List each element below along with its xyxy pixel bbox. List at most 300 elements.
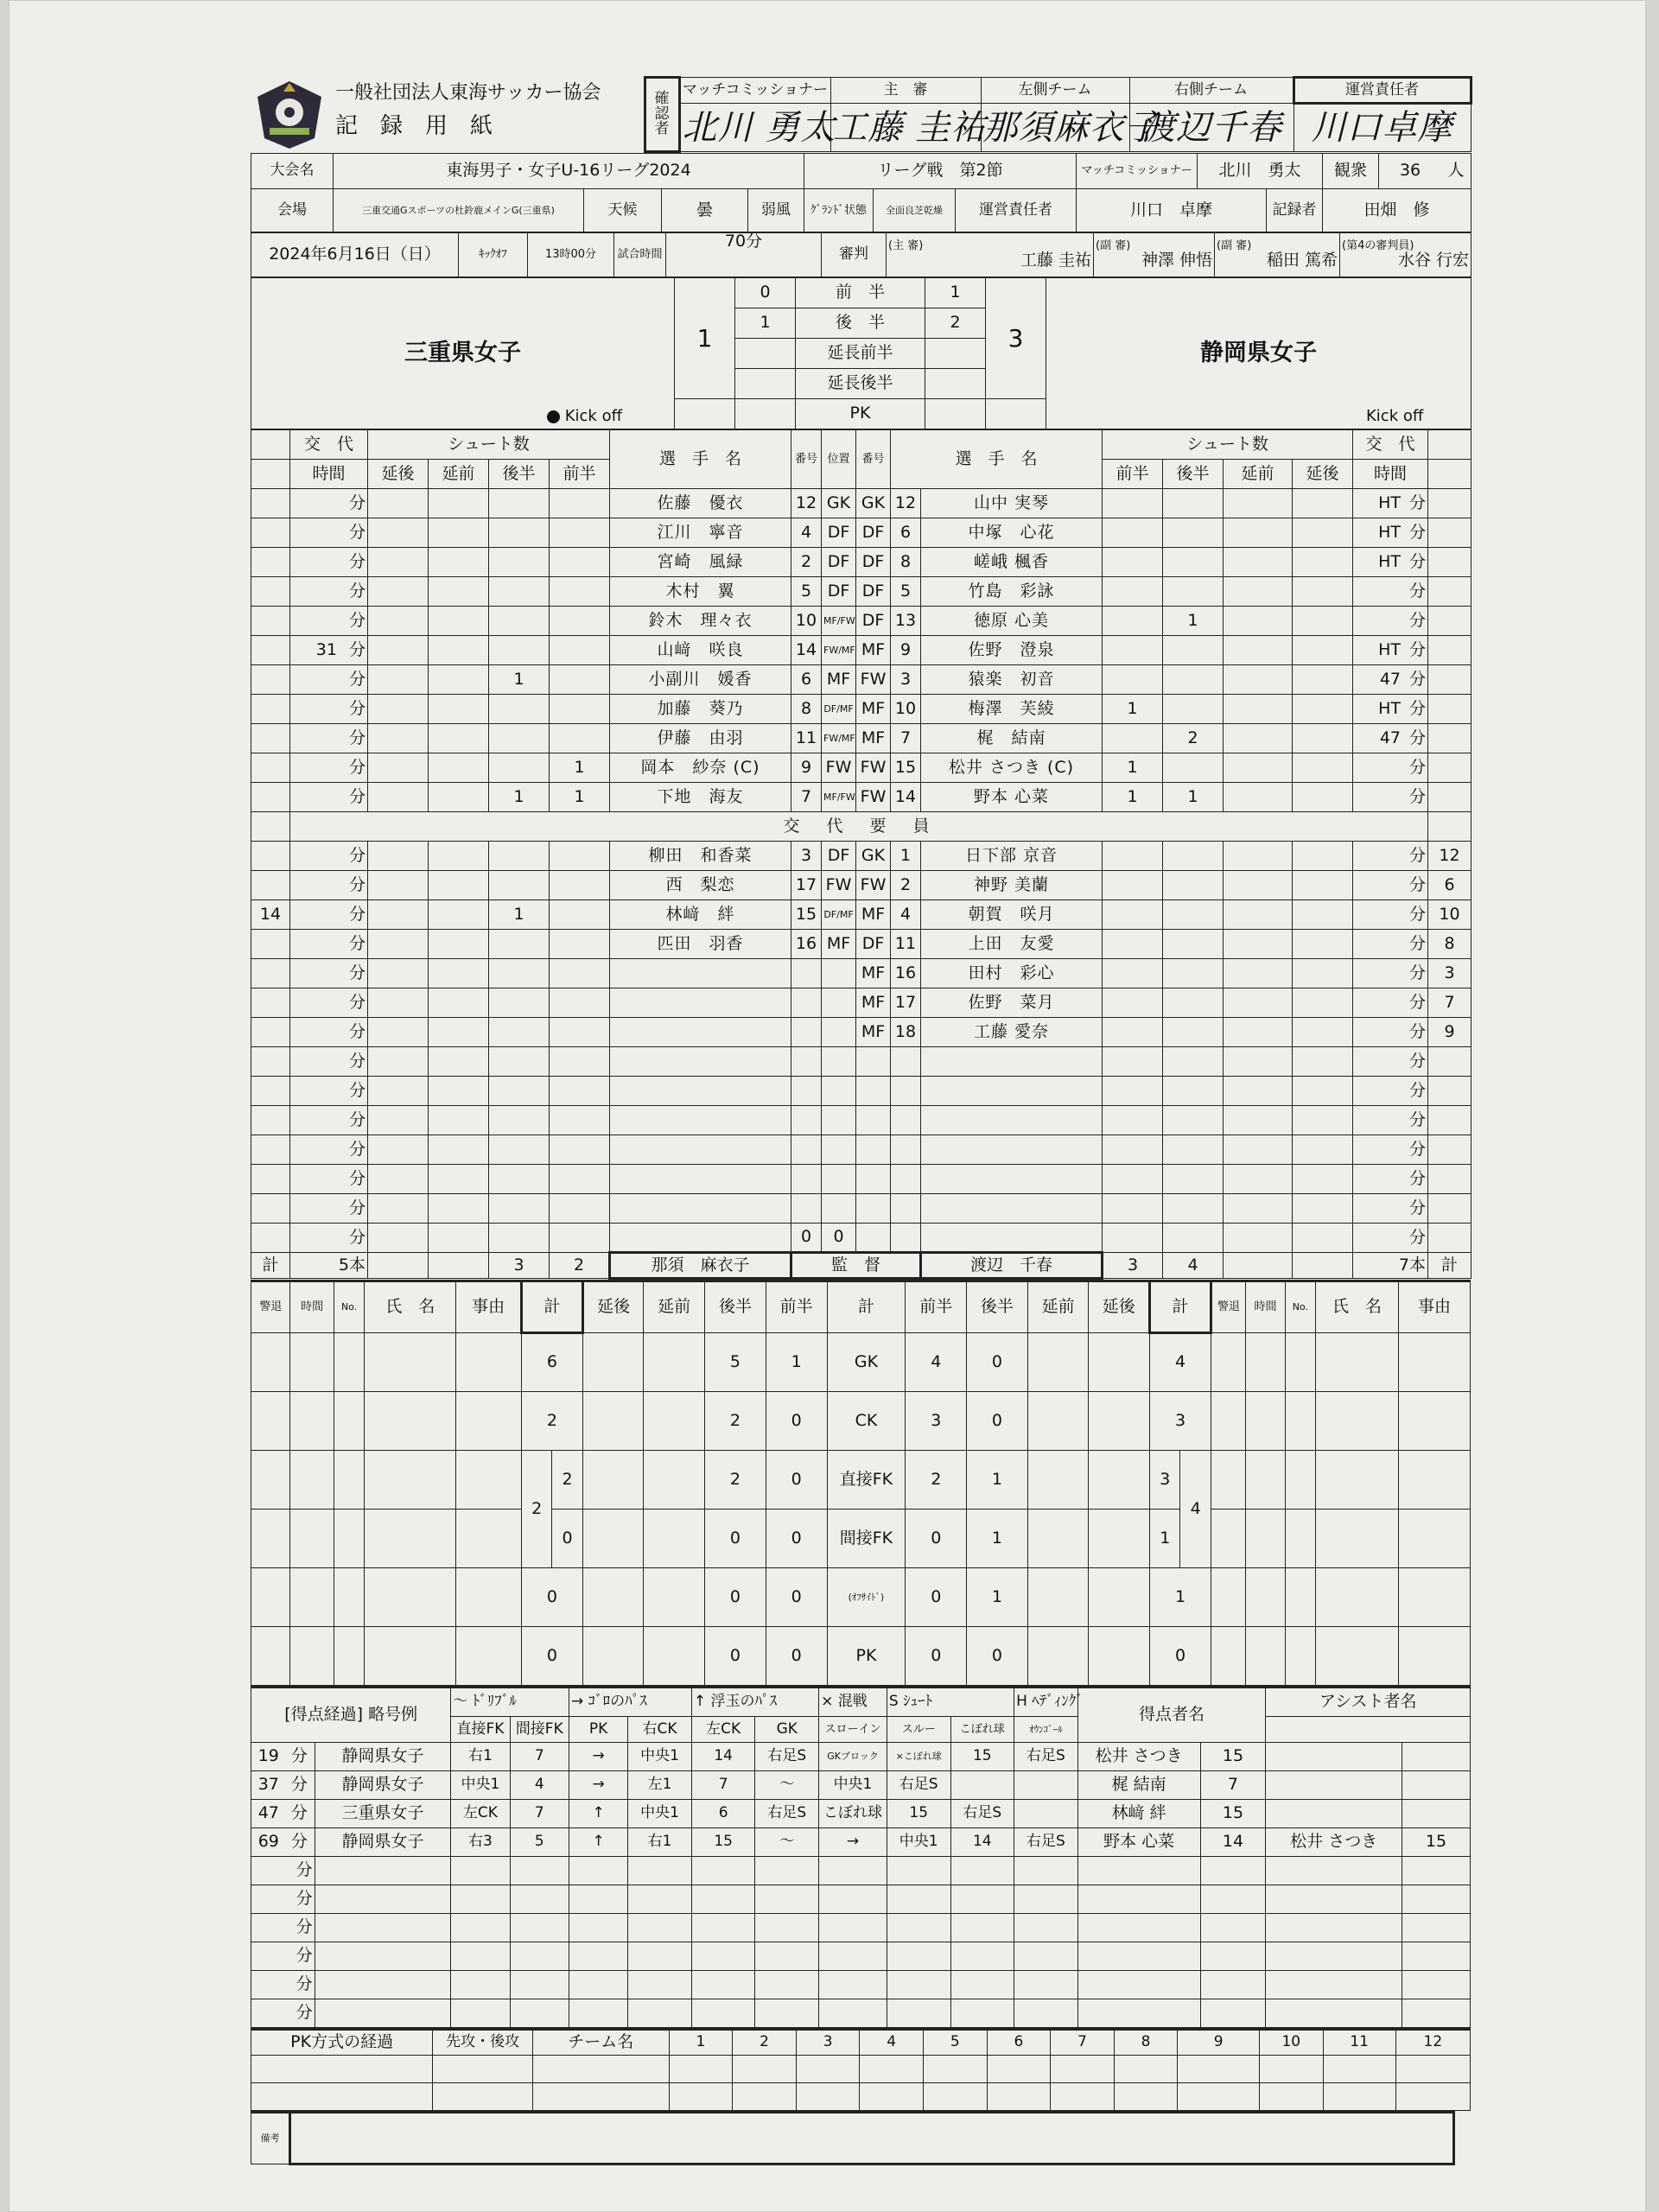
home-shots-h1	[550, 1047, 610, 1077]
home-shots-et2	[368, 988, 429, 1018]
blank-right	[1428, 665, 1471, 695]
weather-label: 天候	[584, 189, 662, 232]
home-player-number: 8	[791, 695, 822, 724]
home-shots-et2	[368, 665, 429, 695]
remarks-field[interactable]	[290, 2113, 1454, 2164]
away-sub-time	[1353, 518, 1428, 548]
period-et1-label: 延長前半	[796, 339, 925, 369]
away-shots-h1	[1103, 518, 1163, 548]
blank-left	[251, 518, 290, 548]
home-player-name: 岡本 紗奈 (C)	[610, 753, 791, 783]
table-row	[251, 959, 1471, 988]
away-player-number: 7	[891, 724, 921, 753]
home-shots-h2	[489, 724, 550, 753]
goal-team	[315, 1857, 451, 1885]
home-shots-h2	[489, 548, 550, 577]
table-row	[251, 988, 1471, 1018]
goal-scorer-name	[1077, 1857, 1200, 1885]
home-sub-in-number	[251, 1106, 290, 1135]
gk-et1-away	[1027, 1333, 1089, 1392]
discipline-home-cell	[290, 1568, 334, 1627]
pk-et1-away	[1027, 1627, 1089, 1686]
discipline-away-cell	[1398, 1333, 1470, 1392]
goal-sequence-8: 14	[950, 1828, 1014, 1857]
away-sub-time	[1353, 783, 1428, 812]
ref-4th-name: 水谷 行宏	[1397, 250, 1470, 270]
away-shots-et1	[1224, 753, 1293, 783]
ref-a1-name: 神澤 伸悟	[1141, 250, 1213, 270]
away-shots-et2	[1293, 1224, 1353, 1253]
away-sub-name	[921, 1194, 1103, 1224]
goal-sequence-0: 右3	[451, 1828, 510, 1857]
goal-minute-unit: 分	[290, 1832, 308, 1852]
away-shots-h2: 1	[1163, 607, 1224, 636]
away-sub-time-value: HT	[1378, 698, 1401, 718]
fk-total-home: 2	[522, 1451, 552, 1568]
legend-dribble: ～ ﾄﾞﾘﾌﾞﾙ	[451, 1688, 569, 1717]
goal-minute	[251, 1800, 315, 1828]
table-row	[251, 842, 1471, 871]
away-sub-number	[891, 1077, 921, 1106]
away-player-position: DF	[856, 607, 891, 636]
home-shots-et1	[429, 1047, 489, 1077]
home-shots-et1	[429, 783, 489, 812]
ref-a1-label: (副 審)	[1096, 239, 1131, 253]
paper-sheet	[9, 0, 1646, 2212]
gk-total-home: 6	[522, 1333, 583, 1392]
away-shots-et2	[1293, 871, 1353, 900]
goal-sequence-4	[691, 1857, 755, 1885]
away-shots-et2	[1293, 1018, 1353, 1047]
goal-sequence-0	[451, 1857, 510, 1885]
away-sub-number: 11	[891, 930, 921, 959]
home-shots-h2	[489, 607, 550, 636]
home-sub-name: 柳田 和香菜	[610, 842, 791, 871]
home-shots-et1	[429, 1077, 489, 1106]
table-row	[251, 548, 1471, 577]
home-player-name: 宮崎 風緑	[610, 548, 791, 577]
ck-et1-away	[1027, 1392, 1089, 1451]
ref-a1-cell	[1094, 233, 1215, 277]
goal-row	[251, 1743, 1471, 1771]
period-2-label: 後 半	[796, 308, 925, 339]
away-et2	[925, 369, 986, 399]
home-shots-h1	[550, 607, 610, 636]
home-sub-number	[791, 1106, 822, 1135]
off-h2-away: 1	[967, 1568, 1028, 1627]
away-sub-in-number: 10	[1428, 900, 1471, 930]
away-sub-time	[1353, 871, 1428, 900]
away-total: 3	[986, 278, 1046, 399]
away-sub-time-unit: 分	[1409, 639, 1427, 659]
goal-team	[315, 1942, 451, 1971]
goal-sequence-2	[569, 1999, 627, 2028]
goal-sequence-0	[451, 1885, 510, 1914]
et1-header-home: 延前	[429, 460, 489, 489]
pos-header-home: 位置	[822, 430, 856, 489]
table-row	[251, 753, 1471, 783]
away-player-position: DF	[856, 518, 891, 548]
away-shots-et1	[1224, 489, 1293, 518]
away-player-name: 佐野 澄泉	[921, 636, 1103, 665]
table-row	[251, 607, 1471, 636]
blank-right	[1428, 577, 1471, 607]
home-shots-et1	[429, 1106, 489, 1135]
goal-sequence-9	[1014, 1999, 1078, 2028]
confirm-col-mc: マッチコミッショナー	[679, 78, 830, 104]
home-sub-time-unit: 分	[348, 522, 365, 542]
ref-rest-cell	[1215, 233, 1471, 277]
discipline-home-cell	[251, 1568, 290, 1627]
home-sub-number: 16	[791, 930, 822, 959]
home-shots-et2	[368, 959, 429, 988]
home-sub-time	[290, 959, 368, 988]
home-shots-h2	[489, 1047, 550, 1077]
home-player-number: 11	[791, 724, 822, 753]
blank-left	[251, 489, 290, 518]
gk-et2-away	[1089, 1333, 1150, 1392]
goal-row	[251, 1999, 1471, 2028]
away-sub-in-number: 7	[1428, 988, 1471, 1018]
goal-sequence-1	[510, 1999, 569, 2028]
legend-scramble: × 混戦	[819, 1688, 887, 1717]
stat-h-total-home: 計	[522, 1281, 583, 1333]
away-shots-h1	[1103, 842, 1163, 871]
goal-assist-number	[1402, 1800, 1471, 1828]
gcol-rck: 右CK	[628, 1717, 692, 1743]
discipline-home-cell	[456, 1333, 522, 1392]
away-player-position: MF	[856, 724, 891, 753]
referee-label: 審判	[822, 233, 887, 277]
tournament-label: 大会名	[251, 154, 334, 189]
blank-right	[1428, 489, 1471, 518]
away-shots-h2	[1163, 871, 1224, 900]
home-sub-time	[290, 1106, 368, 1135]
away-sub-number: 18	[891, 1018, 921, 1047]
goal-minute-value: 69	[257, 1832, 279, 1852]
away-sub-time-value: HT	[1378, 493, 1401, 512]
home-sub-position	[822, 1106, 856, 1135]
goal-sequence-5: 右足S	[755, 1743, 819, 1771]
period-1-label: 前 半	[796, 278, 925, 308]
away-player-name: 梅澤 芙綾	[921, 695, 1103, 724]
remarks-label: 備考	[251, 2113, 290, 2164]
home-shots-h1	[550, 1194, 610, 1224]
home-sub-name	[610, 1194, 791, 1224]
pk-kick-4: 4	[860, 2030, 924, 2056]
home-shots-h2	[489, 930, 550, 959]
away-shots-et2	[1293, 518, 1353, 548]
home-player-position: FW/MF	[822, 636, 856, 665]
stats-body	[251, 1333, 1471, 1686]
gk-et2-home	[582, 1333, 644, 1392]
away-shots-et2	[1293, 724, 1353, 753]
signature-mc: 北川 勇太	[679, 104, 830, 152]
home-sub-number	[791, 1165, 822, 1194]
goals-table	[251, 1686, 1471, 2028]
away-sub-time-value: 47	[1379, 728, 1401, 747]
home-player-name: 鈴木 理々衣	[610, 607, 791, 636]
match-date: 2024年6月16日（日）	[251, 233, 459, 277]
home-shots-h1: 1	[550, 783, 610, 812]
goal-minute	[251, 1914, 315, 1942]
home-shots-et2	[368, 636, 429, 665]
goal-sequence-9	[1014, 1971, 1078, 1999]
away-sub-in-number	[1428, 1135, 1471, 1165]
goal-sequence-3	[628, 1885, 692, 1914]
discipline-home-cell	[456, 1510, 522, 1568]
home-sub-time-unit: 分	[348, 493, 365, 512]
home-sub-name	[610, 1224, 791, 1253]
gcol-lck: 左CK	[691, 1717, 755, 1743]
goal-row	[251, 1885, 1471, 1914]
record-form	[251, 76, 1471, 2165]
away-shots-et1	[1224, 518, 1293, 548]
away-sub-position: MF	[856, 1018, 891, 1047]
away-shots-et1	[1224, 1165, 1293, 1194]
gk-et1-home	[644, 1333, 705, 1392]
away-shots-et2	[1293, 548, 1353, 577]
discipline-home-cell	[251, 1451, 290, 1510]
home-shots-et1	[429, 607, 489, 636]
goal-minute	[251, 1743, 315, 1771]
blank-left	[251, 665, 290, 695]
goal-scorer-number	[1200, 1885, 1266, 1914]
away-shots-h2	[1163, 548, 1224, 577]
away-sub-name: 神野 美蘭	[921, 871, 1103, 900]
goal-sequence-4	[691, 1999, 755, 2028]
goal-assist-name	[1266, 1971, 1402, 1999]
home-sub-time	[290, 548, 368, 577]
pk-kick-12: 12	[1395, 2030, 1470, 2056]
home-sub-in-number: 14	[251, 900, 290, 930]
home-shots-et1	[429, 753, 489, 783]
time-header-home: 時間	[290, 460, 368, 489]
goal-minute-unit: 分	[296, 1946, 313, 1966]
away-sub-time-unit: 分	[1409, 786, 1427, 806]
away-sub-time-unit: 分	[1409, 1109, 1427, 1129]
home-shots-h2	[489, 959, 550, 988]
goal-minute-unit: 分	[290, 1803, 308, 1823]
dname-header-home: 氏 名	[365, 1281, 456, 1333]
home-shots-et2	[368, 930, 429, 959]
away-shots-h1	[1103, 1077, 1163, 1106]
away-shots-et1	[1224, 607, 1293, 636]
away-sub-name	[921, 1077, 1103, 1106]
away-sub-position: MF	[856, 988, 891, 1018]
away-shots-et1	[1224, 1018, 1293, 1047]
stats-row-off	[251, 1568, 1471, 1627]
discipline-away-cell	[1285, 1451, 1315, 1510]
goal-row	[251, 1828, 1471, 1857]
home-shots-et2	[368, 753, 429, 783]
home-shots-et2	[368, 1135, 429, 1165]
gk-h1-home: 1	[766, 1333, 827, 1392]
home-coach: 那須 麻衣子	[610, 1253, 791, 1279]
goal-sequence-1	[510, 1971, 569, 1999]
round: リーグ戦 第2節	[804, 154, 1077, 189]
home-player-position: DF	[822, 577, 856, 607]
away-shots-et2	[1293, 1047, 1353, 1077]
away-shots-h1	[1103, 1224, 1163, 1253]
away-shots-et2	[1293, 900, 1353, 930]
goal-sequence-2: ↑	[569, 1800, 627, 1828]
gk-label: GK	[827, 1333, 906, 1392]
stat-h-total-mid: 計	[827, 1281, 906, 1333]
home-sub-time	[290, 783, 368, 812]
discipline-home-cell	[365, 1451, 456, 1510]
discipline-home-cell	[456, 1568, 522, 1627]
stat-h-h2-away: 後半	[967, 1281, 1028, 1333]
pk-et2-home	[582, 1627, 644, 1686]
warn-header-away: 警退	[1211, 1281, 1245, 1333]
blank-left	[251, 577, 290, 607]
away-sub-time-unit: 分	[1409, 1021, 1427, 1041]
gcol-ifk: 間接FK	[510, 1717, 569, 1743]
dfk-h1-away: 2	[906, 1451, 967, 1510]
goal-sequence-4: 14	[691, 1743, 755, 1771]
home-h2-total: 3	[489, 1253, 550, 1279]
home-sub-time-unit: 分	[348, 1109, 365, 1129]
goal-sequence-1	[510, 1885, 569, 1914]
away-shots-et1	[1224, 842, 1293, 871]
away-shots-h2	[1163, 1135, 1224, 1165]
away-shots-h1	[1103, 1106, 1163, 1135]
away-shots-et1	[1224, 1106, 1293, 1135]
discipline-away-cell	[1211, 1627, 1245, 1686]
home-shots-et1	[429, 1194, 489, 1224]
away-sub-position: MF	[856, 900, 891, 930]
num-header-home: 番号	[791, 430, 822, 489]
home-sub-in-number	[251, 1018, 290, 1047]
goal-scorer-number	[1200, 1914, 1266, 1942]
away-sub-time-value: HT	[1378, 522, 1401, 542]
stat-h-total-away: 計	[1150, 1281, 1211, 1333]
away-player-name: 嵯峨 楓香	[921, 548, 1103, 577]
blank-right	[1428, 753, 1471, 783]
subs-title: 交 代 要 員	[290, 812, 1428, 842]
away-sub-name: 日下部 京音	[921, 842, 1103, 871]
discipline-home-cell	[334, 1392, 364, 1451]
away-player-number: 10	[891, 695, 921, 724]
goal-sequence-7	[887, 1971, 950, 1999]
home-player-number: 6	[791, 665, 822, 695]
goal-sequence-7: 右足S	[887, 1771, 950, 1800]
away-sub-position	[856, 1135, 891, 1165]
table-row	[251, 1135, 1471, 1165]
period-pk-label: PK	[796, 399, 925, 429]
home-h1-total: 2	[550, 1253, 610, 1279]
table-row	[251, 871, 1471, 900]
venue-label: 会場	[251, 189, 334, 232]
pk-label: PK	[827, 1627, 906, 1686]
away-shots-et2	[1293, 489, 1353, 518]
form-title: 記 録 用 紙	[335, 112, 493, 139]
home-sub-name	[610, 1106, 791, 1135]
home-shots-h1	[550, 1018, 610, 1047]
audience-label: 観衆	[1323, 154, 1379, 188]
away-shots-et2	[1293, 607, 1353, 636]
duration-label: 試合時間	[614, 233, 666, 277]
player-header-away: 選 手 名	[891, 430, 1103, 489]
home-sub-time-value: 31	[315, 639, 337, 659]
away-shots-h1	[1103, 988, 1163, 1018]
home-sub-time-unit: 分	[348, 610, 365, 630]
signature-right-team: 渡辺千春	[1129, 104, 1294, 152]
goal-sequence-7	[887, 1942, 950, 1971]
away-shots-et1	[1224, 636, 1293, 665]
goal-minute-value: 47	[257, 1803, 279, 1823]
home-shots-et1	[429, 695, 489, 724]
away-shots-h1	[1103, 1018, 1163, 1047]
goal-team: 静岡県女子	[315, 1828, 451, 1857]
home-player-position: FW/MF	[822, 724, 856, 753]
away-shots-h2	[1163, 1194, 1224, 1224]
home-sub-time-unit: 分	[348, 963, 365, 982]
away-sub-number: 16	[891, 959, 921, 988]
away-sub-in-number	[1428, 1106, 1471, 1135]
duration-value: 70分	[666, 233, 822, 277]
away-sub-name: 佐野 菜月	[921, 988, 1103, 1018]
away-sub-name	[921, 1165, 1103, 1194]
away-player-name: 梶 結南	[921, 724, 1103, 753]
away-shots-h1	[1103, 489, 1163, 518]
home-shots-et2	[368, 695, 429, 724]
home-sub-time	[290, 1194, 368, 1224]
home-sub-time	[290, 1018, 368, 1047]
stat-h-h1-away: 前半	[906, 1281, 967, 1333]
discipline-home-cell	[251, 1510, 290, 1568]
h1-header-home: 前半	[550, 460, 610, 489]
table-row	[251, 1224, 1471, 1253]
goal-sequence-4: 7	[691, 1771, 755, 1800]
legend-shot: S ｼｭｰﾄ	[887, 1688, 1014, 1717]
away-player-position: MF	[856, 636, 891, 665]
away-shots-et1	[1224, 871, 1293, 900]
pk-title: PK方式の経過	[251, 2030, 433, 2056]
goals-body	[251, 1743, 1471, 2028]
away-sub-time	[1353, 842, 1428, 871]
goal-sequence-1: 4	[510, 1771, 569, 1800]
goal-scorer-number	[1200, 1971, 1266, 1999]
subs-body	[251, 842, 1471, 1253]
away-sub-in-number	[1428, 1077, 1471, 1106]
gcol-loose: こぼれ球	[950, 1717, 1014, 1743]
table-row	[251, 783, 1471, 812]
assist-header: アシスト者名	[1266, 1688, 1471, 1717]
away-shots-h1	[1103, 607, 1163, 636]
away-shots-h1	[1103, 548, 1163, 577]
home-shots-h2	[489, 1018, 550, 1047]
dfk-et1-away	[1027, 1451, 1089, 1510]
home-sub-time-unit: 分	[348, 1227, 365, 1247]
home-sub-time-unit: 分	[348, 728, 365, 747]
home-shots-h2	[489, 842, 550, 871]
away-player-position: DF	[856, 577, 891, 607]
home-sub-in-number	[251, 871, 290, 900]
home-player-position: MF/FW	[822, 783, 856, 812]
goal-sequence-9	[1014, 1885, 1078, 1914]
away-player-number: 12	[891, 489, 921, 518]
ifk-et1-home	[644, 1510, 705, 1568]
goal-sequence-0: 左CK	[451, 1800, 510, 1828]
away-sub-name	[921, 1047, 1103, 1077]
away-sub-in-number: 12	[1428, 842, 1471, 871]
away-sub-time	[1353, 1047, 1428, 1077]
dtime-header-home: 時間	[290, 1281, 334, 1333]
table-row	[251, 518, 1471, 548]
away-p2: 2	[925, 308, 986, 339]
